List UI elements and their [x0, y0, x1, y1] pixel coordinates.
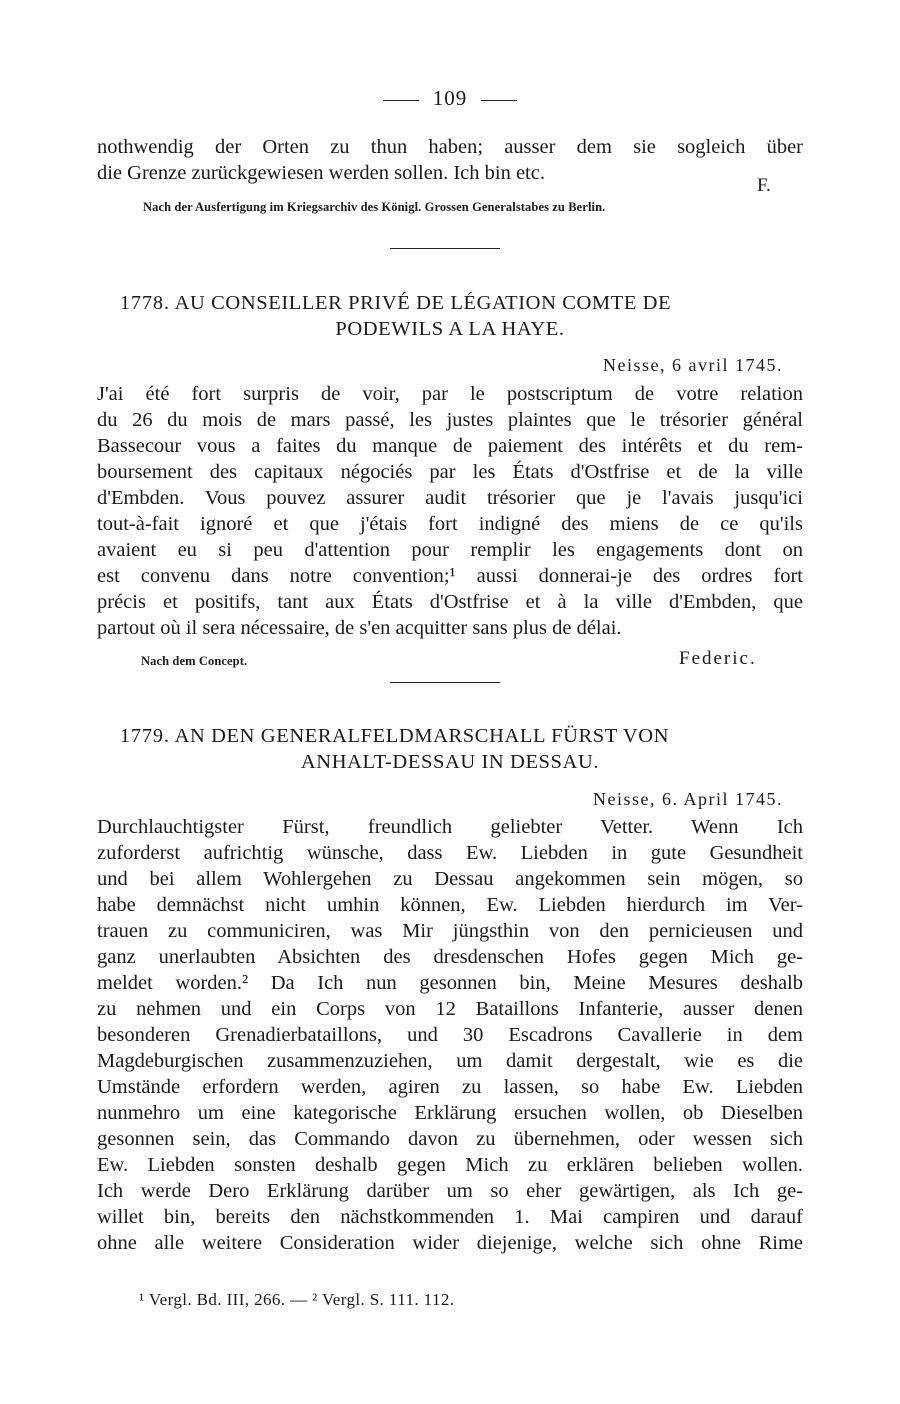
- signature: Federic.: [679, 648, 757, 669]
- text-line: zu nehmen und ein Corps von 12 Bataillons Infanterie, ausser denen: [97, 998, 803, 1020]
- source-note: Nach der Ausfertigung im Kriegsarchiv des Königl. Grossen Generalstabes zu Berlin.: [143, 200, 606, 214]
- text-line: Durchlauchtigster Fürst, freundlich geliebter Vetter. Wenn Ich: [97, 816, 803, 838]
- heading-line: AN DEN GENERALFELDMARSCHALL FÜRST VON: [174, 725, 670, 747]
- footnotes: ¹ Vergl. Bd. III, 266. — ² Vergl. S. 111. 112.: [139, 1290, 455, 1309]
- text-line: trauen zu communiciren, was Mir jüngsthin von den pernicieusen und: [97, 920, 803, 942]
- dateline: Neisse, 6 avril 1745.: [603, 355, 783, 375]
- page-number: 109: [432, 86, 468, 110]
- section-divider: [390, 248, 500, 249]
- text-line: besonderen Grenadierbataillons, und 30 Escadrons Cavallerie in dem: [97, 1024, 803, 1046]
- letter-number: 1778.: [120, 292, 170, 314]
- continuation-text: [97, 134, 803, 186]
- text-line: ohne alle weitere Consideration wider diejenige, welche sich ohne Rime: [97, 1232, 803, 1254]
- text-line: Ich werde Dero Erklärung darüber um so eher gewärtigen, als Ich ge-: [97, 1180, 803, 1202]
- text-line: est convenu dans notre convention;¹ aussi donnerai-je des ordres fort: [97, 565, 803, 587]
- dateline: Neisse, 6. April 1745.: [593, 789, 783, 809]
- running-head: [97, 86, 803, 111]
- text-line: ganz unerlaubten Absichten des dresdenschen Hofes gegen Mich ge-: [97, 946, 803, 968]
- signature-initial: F.: [757, 175, 771, 196]
- text-line: nothwendig der Orten zu thun haben; ausser dem sie sogleich über: [97, 136, 803, 158]
- text-line: partout où il sera nécessaire, de s'en acquitter sans plus de délai.: [97, 617, 622, 639]
- text-line: Magdeburgischen zusammenzuziehen, um damit dergestalt, wie es die: [97, 1050, 803, 1072]
- text-line: die Grenze zurückgewiesen werden sollen. Ich bin etc.: [97, 162, 545, 184]
- text-line: zuforderst aufrichtig wünsche, dass Ew. Liebden in gute Gesundheit: [97, 842, 803, 864]
- letter-heading-1779: [97, 723, 803, 775]
- text-line: tout-à-fait ignoré et que j'étais fort indigné des miens de ce qu'ils: [97, 513, 803, 535]
- book-page: [97, 0, 803, 1404]
- text-line: Umstände erfordern werden, agiren zu lassen, so habe Ew. Liebden: [97, 1076, 803, 1098]
- text-line: avaient eu si peu d'attention pour remplir les engagements dont on: [97, 539, 803, 561]
- text-line: Ew. Liebden sonsten deshalb gegen Mich zu erklären belieben wollen.: [97, 1154, 803, 1176]
- text-line: und bei allem Wohlergehen zu Dessau angekommen sein mögen, so: [97, 868, 803, 890]
- text-line: du 26 du mois de mars passé, les justes plaintes que le trésorier général: [97, 409, 803, 431]
- source-note: Nach dem Concept.: [141, 654, 248, 668]
- text-line: d'Embden. Vous pouvez assurer audit trésorier que je l'avais jusqu'ici: [97, 487, 803, 509]
- text-line: J'ai été fort surpris de voir, par le postscriptum de votre relation: [97, 383, 803, 405]
- heading-line: ANHALT-DESSAU IN DESSAU.: [300, 751, 600, 773]
- heading-line: PODEWILS A LA HAYE.: [335, 318, 565, 340]
- dash-left: [383, 100, 419, 101]
- text-line: boursement des capitaux négociés par les États d'Ostfrise et de la ville: [97, 461, 803, 483]
- text-line: gesonnen sein, das Commando davon zu übernehmen, oder wessen sich: [97, 1128, 803, 1150]
- heading-line: AU CONSEILLER PRIVÉ DE LÉGATION COMTE DE: [174, 292, 672, 314]
- section-divider: [390, 682, 500, 683]
- text-line: habe demnächst nicht umhin können, Ew. Liebden hierdurch im Ver-: [97, 894, 803, 916]
- letter-body-1779: [97, 814, 803, 1256]
- dash-right: [481, 100, 517, 101]
- letter-heading-1778: [97, 290, 803, 342]
- letter-number: 1779.: [120, 725, 170, 747]
- text-line: nunmehro um eine kategorische Erklärung ersuchen wollen, ob Dieselben: [97, 1102, 803, 1124]
- letter-body-1778: [97, 381, 803, 641]
- text-line: précis et positifs, tant aux États d'Ostfrise et à la ville d'Embden, que: [97, 591, 803, 613]
- text-line: willet bin, bereits den nächstkommenden 1. Mai campiren und darauf: [97, 1206, 803, 1228]
- text-line: Bassecour vous a faites du manque de paiement des intérêts et du rem-: [97, 435, 803, 457]
- text-line: meldet worden.² Da Ich nun gesonnen bin, Meine Mesures deshalb: [97, 972, 803, 994]
